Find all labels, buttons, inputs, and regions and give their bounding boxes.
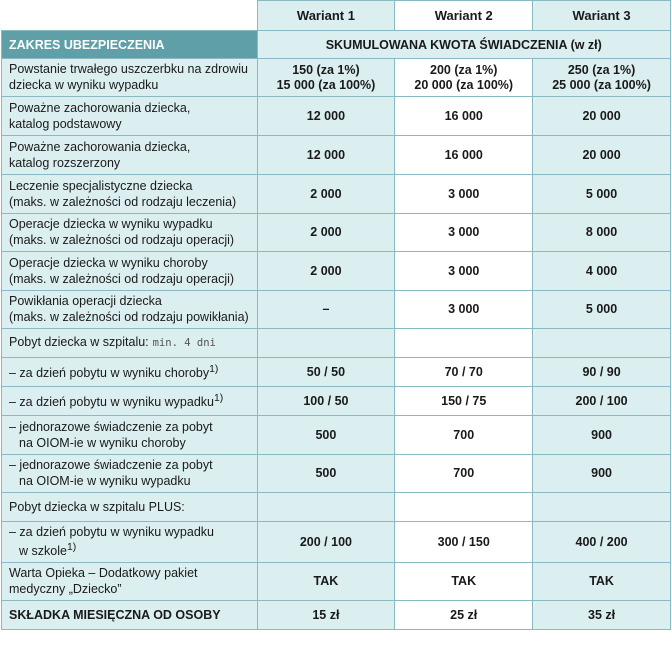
variant-1-header: Wariant 1 bbox=[257, 1, 395, 31]
value-cell: 200 (za 1%) 20 000 (za 100%) bbox=[395, 59, 533, 97]
table-row bbox=[2, 387, 671, 416]
value-cell: 50 / 50 bbox=[257, 358, 395, 387]
value-cell: 3 000 bbox=[395, 175, 533, 214]
footnote-marker: 1) bbox=[66, 542, 77, 553]
amount-header: SKUMULOWANA KWOTA ŚWIADCZENIA (w zł) bbox=[257, 31, 670, 59]
value-cell: 2 000 bbox=[257, 214, 395, 252]
value-cell: 4 000 bbox=[533, 252, 671, 291]
value-cell: 150 / 75 bbox=[395, 387, 533, 416]
value-cell: 12 000 bbox=[257, 97, 395, 136]
value-cell: 3 000 bbox=[395, 291, 533, 329]
row-label: Operacje dziecka w wyniku choroby (maks. w zależności od rodzaju operacji) bbox=[2, 252, 258, 291]
value-cell: 3 000 bbox=[395, 214, 533, 252]
value-cell: 20 000 bbox=[533, 97, 671, 136]
table-row bbox=[2, 358, 671, 387]
value-cell: 500 bbox=[257, 455, 395, 493]
variant-header-row bbox=[2, 1, 671, 31]
hospital-plus-section-row bbox=[2, 493, 671, 522]
row-label: – za dzień pobytu w wyniku choroby$^{1)}$ bbox=[2, 358, 258, 387]
value-cell: 200 / 100 bbox=[533, 387, 671, 416]
empty-corner bbox=[2, 1, 258, 31]
value-cell: 8 000 bbox=[533, 214, 671, 252]
value-cell: 70 / 70 bbox=[395, 358, 533, 387]
premium-row bbox=[2, 601, 671, 630]
hospital-title: Pobyt dziecka w szpitalu: min. 4 dni bbox=[2, 329, 258, 358]
row-label: Powikłania operacji dziecka (maks. w zależności od rodzaju powikłania) bbox=[2, 291, 258, 329]
value-cell: 2 000 bbox=[257, 252, 395, 291]
empty-cell bbox=[395, 493, 533, 522]
row-label: – jednorazowe świadczenie za pobyt na OIOM-ie w wyniku wypadku bbox=[2, 455, 258, 493]
section-header-row bbox=[2, 31, 671, 59]
empty-cell bbox=[533, 493, 671, 522]
table-row bbox=[2, 522, 671, 563]
value-cell: 90 / 90 bbox=[533, 358, 671, 387]
value-cell: 400 / 200 bbox=[533, 522, 671, 563]
scope-header: ZAKRES UBEZPIECZENIA bbox=[2, 31, 258, 59]
premium-value: 35 zł bbox=[533, 601, 671, 630]
value-cell: TAK bbox=[257, 563, 395, 601]
row-label: Warta Opieka – Dodatkowy pakiet medyczny „Dziecko” bbox=[2, 563, 258, 601]
table-row bbox=[2, 136, 671, 175]
value-cell: 700 bbox=[395, 455, 533, 493]
row-label: Powstanie trwałego uszczerbku na zdrowiu dziecka w wyniku wypadku bbox=[2, 59, 258, 97]
footnote-marker: 1) bbox=[213, 392, 224, 404]
value-cell: 300 / 150 bbox=[395, 522, 533, 563]
table-row bbox=[2, 97, 671, 136]
table-row bbox=[2, 175, 671, 214]
value-cell: 200 / 100 bbox=[257, 522, 395, 563]
value-cell: 2 000 bbox=[257, 175, 395, 214]
table-row bbox=[2, 455, 671, 493]
variant-2-header: Wariant 2 bbox=[395, 1, 533, 31]
value-cell: 12 000 bbox=[257, 136, 395, 175]
table-row bbox=[2, 563, 671, 601]
value-cell: 900 bbox=[533, 416, 671, 455]
value-cell: 16 000 bbox=[395, 97, 533, 136]
row-label: – za dzień pobytu w wyniku wypadku$^{1)}$ bbox=[2, 387, 258, 416]
variant-3-header: Wariant 3 bbox=[533, 1, 671, 31]
value-cell: 20 000 bbox=[533, 136, 671, 175]
table-row bbox=[2, 416, 671, 455]
hospital-section-row bbox=[2, 329, 671, 358]
empty-cell bbox=[257, 493, 395, 522]
value-cell: 100 / 50 bbox=[257, 387, 395, 416]
premium-value: 25 zł bbox=[395, 601, 533, 630]
table-row bbox=[2, 214, 671, 252]
table-row bbox=[2, 291, 671, 329]
empty-cell bbox=[395, 329, 533, 358]
value-cell: 150 (za 1%) 15 000 (za 100%) bbox=[257, 59, 395, 97]
row-label: Operacje dziecka w wyniku wypadku (maks. w zależności od rodzaju operacji) bbox=[2, 214, 258, 252]
value-cell: 16 000 bbox=[395, 136, 533, 175]
footnote-marker: 1) bbox=[209, 363, 219, 375]
row-label: Poważne zachorowania dziecka, katalog rozszerzony bbox=[2, 136, 258, 175]
value-cell: 5 000 bbox=[533, 291, 671, 329]
value-cell: 900 bbox=[533, 455, 671, 493]
premium-label: SKŁADKA MIESIĘCZNA OD OSOBY bbox=[2, 601, 258, 630]
row-label: – jednorazowe świadczenie za pobyt na OIOM-ie w wyniku choroby bbox=[2, 416, 258, 455]
empty-cell bbox=[533, 329, 671, 358]
row-label: Poważne zachorowania dziecka, katalog podstawowy bbox=[2, 97, 258, 136]
minimum-stay-note: min. 4 dni bbox=[152, 337, 216, 349]
value-cell: TAK bbox=[395, 563, 533, 601]
empty-cell bbox=[257, 329, 395, 358]
value-cell: – bbox=[257, 291, 395, 329]
value-cell: 3 000 bbox=[395, 252, 533, 291]
premium-value: 15 zł bbox=[257, 601, 395, 630]
value-cell: 500 bbox=[257, 416, 395, 455]
table-row bbox=[2, 59, 671, 97]
insurance-variants-table bbox=[1, 0, 671, 630]
value-cell: TAK bbox=[533, 563, 671, 601]
hospital-plus-title: Pobyt dziecka w szpitalu PLUS: bbox=[2, 493, 258, 522]
value-cell: 5 000 bbox=[533, 175, 671, 214]
value-cell: 250 (za 1%) 25 000 (za 100%) bbox=[533, 59, 671, 97]
row-label: – za dzień pobytu w wyniku wypadku w szkole$^{1)}$ bbox=[2, 522, 258, 563]
value-cell: 700 bbox=[395, 416, 533, 455]
row-label: Leczenie specjalistyczne dziecka (maks. w zależności od rodzaju leczenia) bbox=[2, 175, 258, 214]
table-row bbox=[2, 252, 671, 291]
